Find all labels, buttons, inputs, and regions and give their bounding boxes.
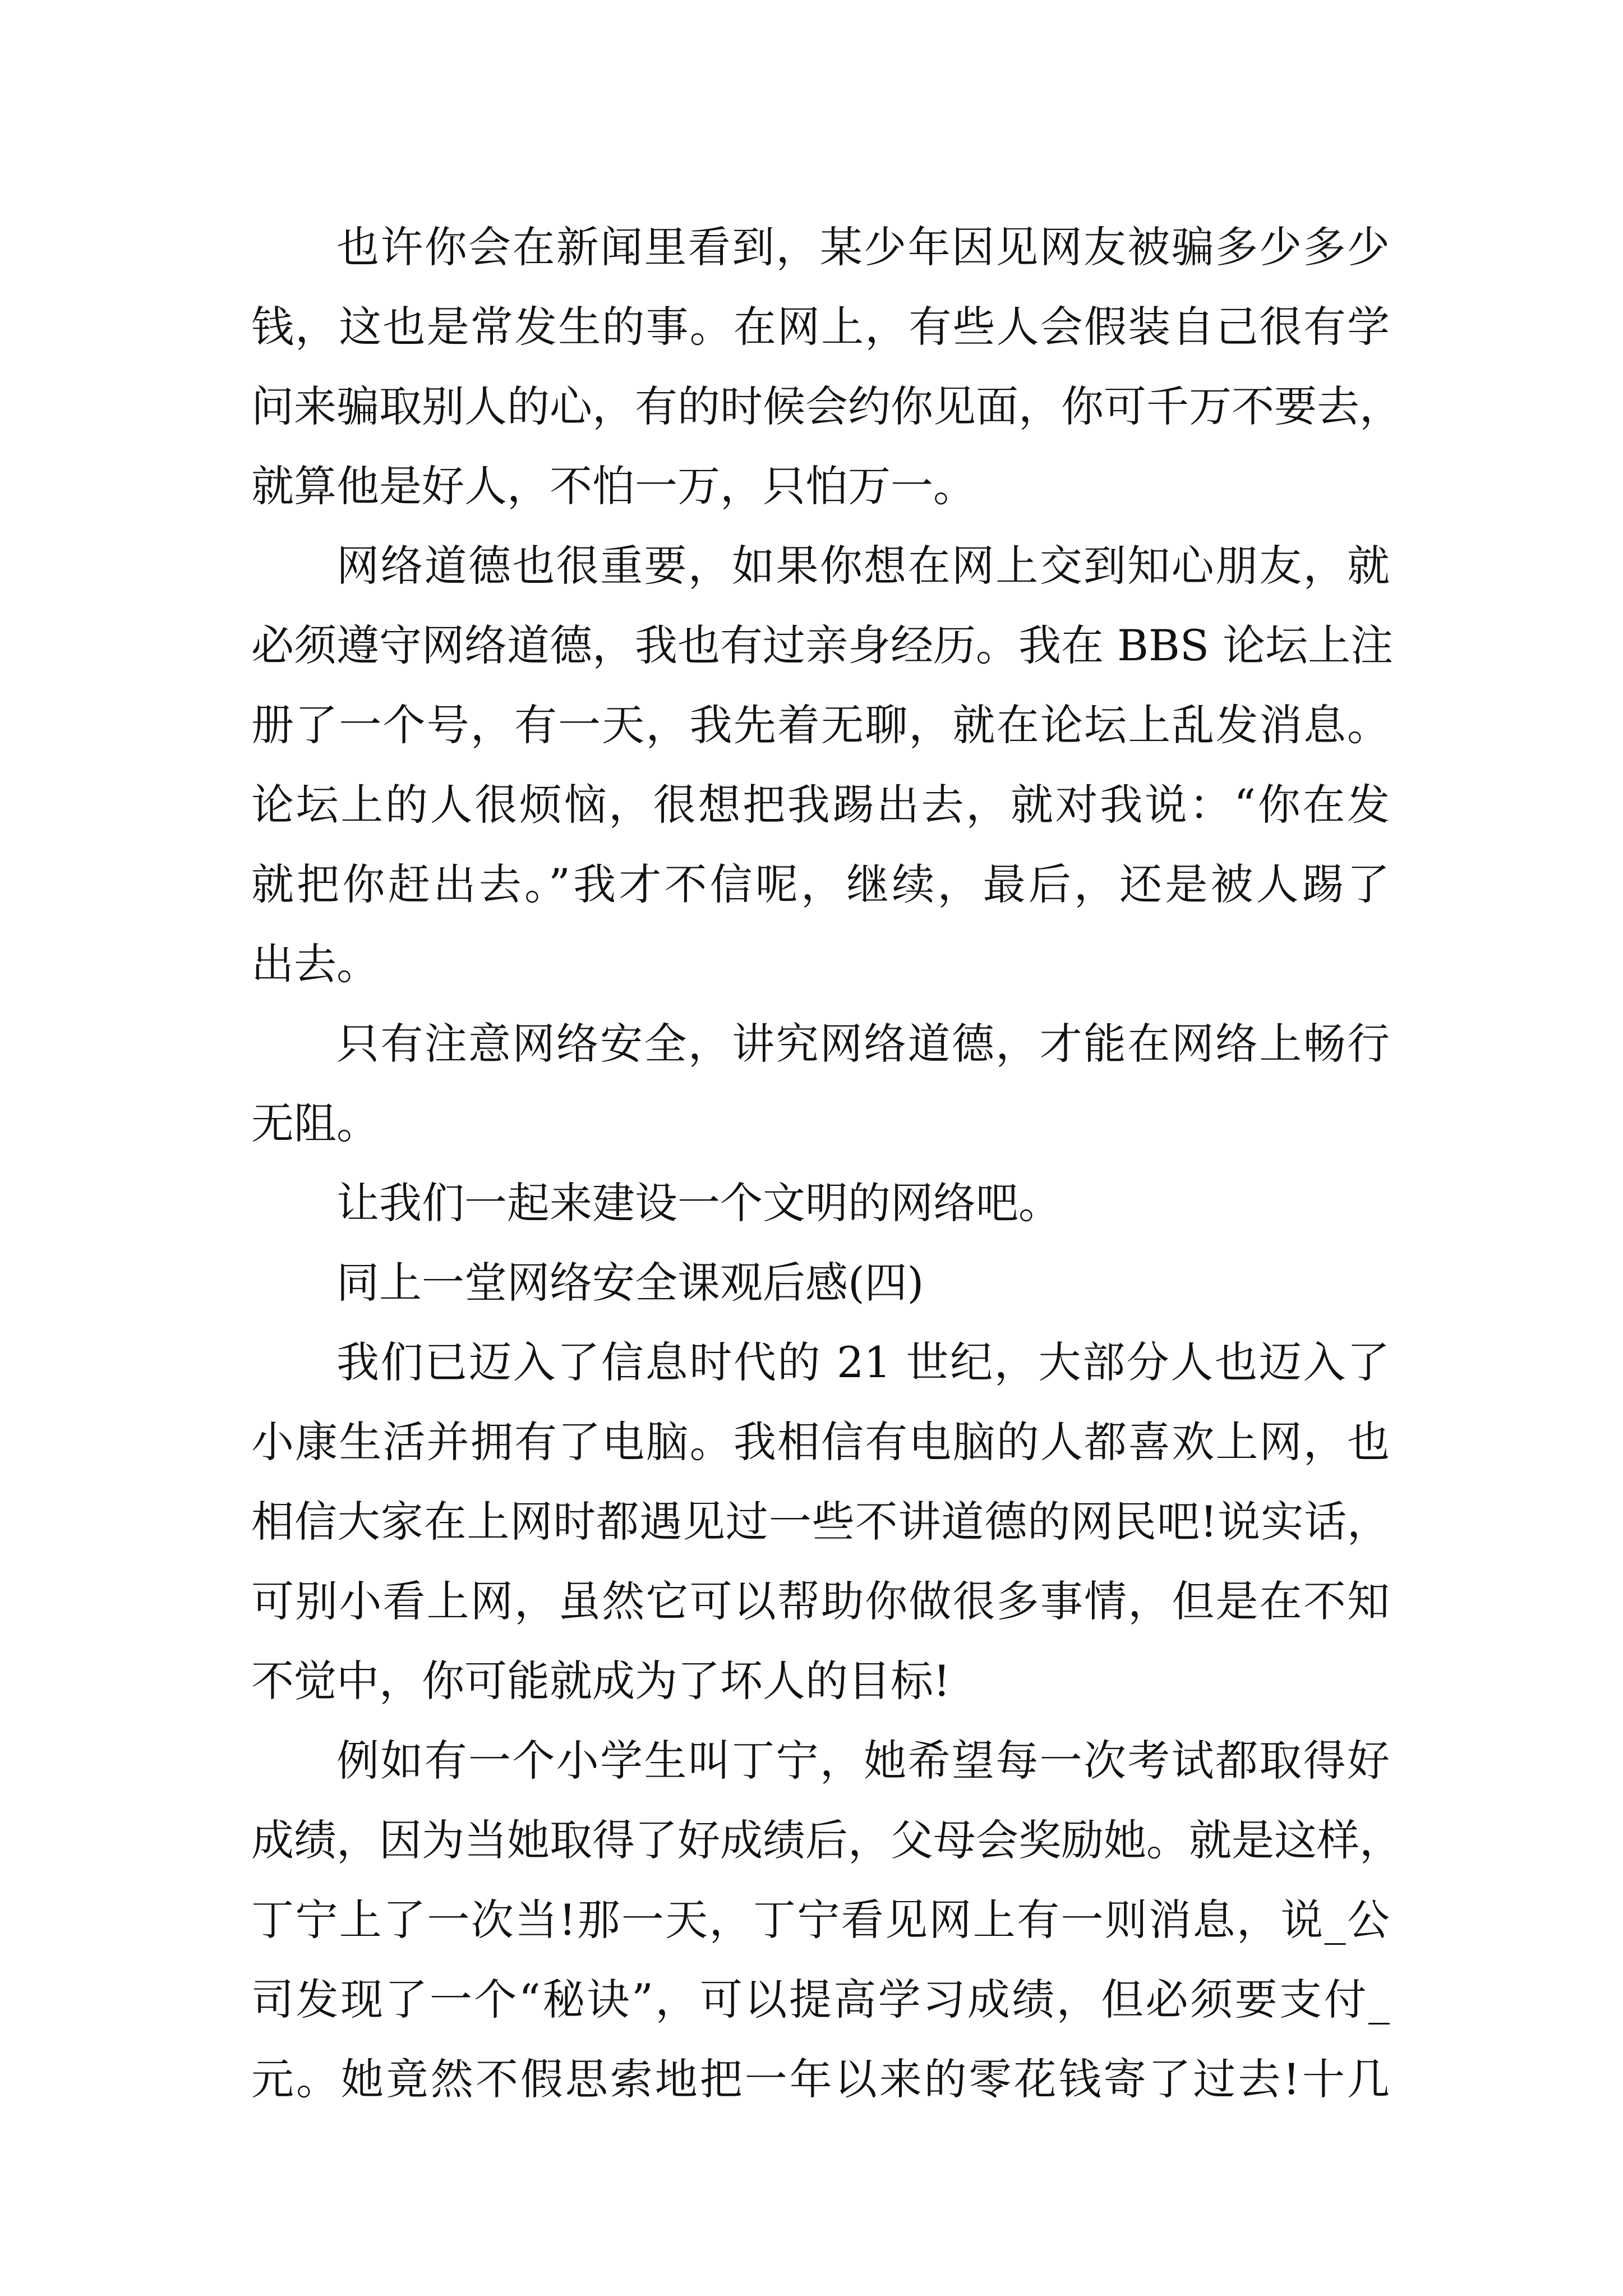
text-line: 可别小看上网，虽然它可以帮助你做很多事情，但是在不知 bbox=[251, 1576, 1390, 1626]
text-line: 无阻。 bbox=[251, 1098, 379, 1148]
text-line: 只有注意网络安全，讲究网络道德，才能在网络上畅行 bbox=[336, 1019, 1390, 1069]
text-line: 网络道德也很重要，如果你想在网上交到知心朋友，就 bbox=[336, 541, 1390, 591]
text-line: 册了一个号，有一天，我先着无聊，就在论坛上乱发消息。 bbox=[251, 700, 1390, 750]
text-line: 问来骗取别人的心，有的时候会约你见面，你可千万不要去， bbox=[251, 381, 1402, 431]
text-line: 例如有一个小学生叫丁宁，她希望每一次考试都取得好 bbox=[336, 1736, 1390, 1786]
text-line: 不觉中，你可能就成为了坏人的目标! bbox=[251, 1656, 951, 1706]
text-line: 元。她竟然不假思索地把一年以来的零花钱寄了过去!十几 bbox=[251, 2054, 1390, 2104]
text-line: 也许你会在新闻里看到，某少年因见网友被骗多少多少 bbox=[336, 222, 1390, 272]
text-line: 必须遵守网络道德，我也有过亲身经历。我在 BBS 论坛上注 bbox=[251, 620, 1394, 670]
text-line: 丁宁上了一次当!那一天，丁宁看见网上有一则消息，说_公 bbox=[251, 1895, 1390, 1945]
text-line: 相信大家在上网时都遇见过一些不讲道德的网民吧!说实话， bbox=[251, 1497, 1390, 1547]
section-heading: 同上一堂网络安全课观后感(四) bbox=[336, 1258, 924, 1308]
text-line: 我们已迈入了信息时代的 21 世纪，大部分人也迈入了 bbox=[336, 1337, 1390, 1387]
text-line: 就算他是好人，不怕一万，只怕万一。 bbox=[251, 461, 976, 511]
text-line: 出去。 bbox=[251, 939, 379, 989]
text-line: 钱，这也是常发生的事。在网上，有些人会假装自己很有学 bbox=[251, 302, 1390, 352]
text-line: 小康生活并拥有了电脑。我相信有电脑的人都喜欢上网，也 bbox=[251, 1417, 1390, 1467]
text-line: 论坛上的人很烦恼，很想把我踢出去，就对我说：“你在发 bbox=[251, 780, 1390, 830]
document-body bbox=[251, 208, 1402, 2119]
text-line: 司发现了一个“秘诀”，可以提高学习成绩，但必须要支付_ bbox=[251, 1975, 1390, 2024]
text-line: 成绩，因为当她取得了好成绩后，父母会奖励她。就是这样， bbox=[251, 1815, 1402, 1865]
text-line: 让我们一起来建设一个文明的网络吧。 bbox=[336, 1178, 1061, 1228]
text-line: 就把你赶出去。”我才不信呢，继续，最后，还是被人踢了 bbox=[251, 859, 1390, 909]
